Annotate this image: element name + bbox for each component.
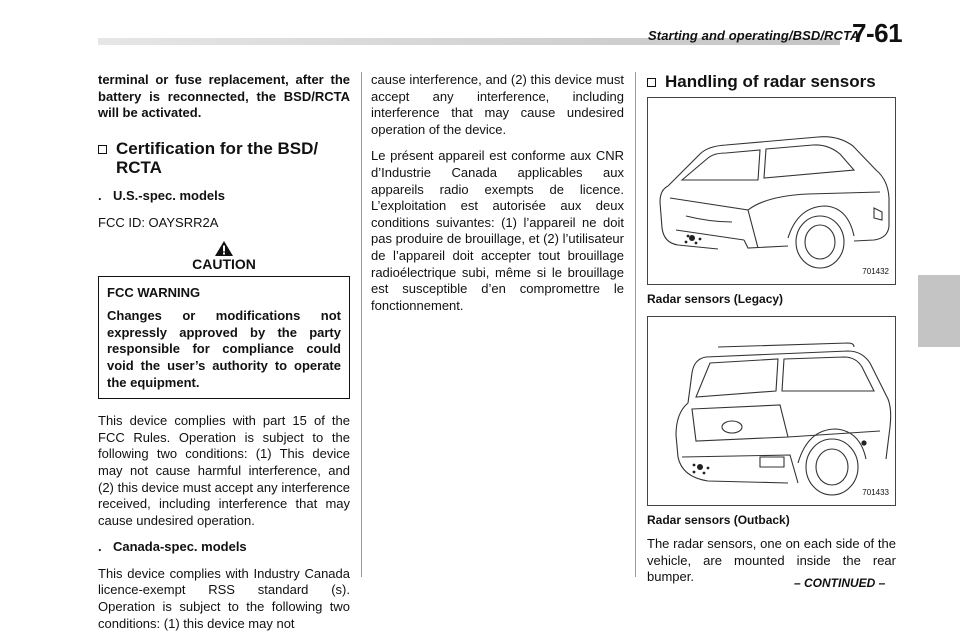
certification-heading-text: Certification for the BSD/ RCTA: [116, 138, 319, 177]
section-title: Starting and operating/BSD/RCTA: [648, 28, 860, 43]
us-spec-heading: [98, 188, 350, 205]
continued-label: – CONTINUED –: [794, 576, 886, 590]
page-number: 7-61: [852, 18, 903, 48]
bullet-icon: .: [98, 539, 102, 555]
canada-spec-heading: [98, 539, 350, 556]
canada-paragraph-start: This device complies with Industry Canada licence-exempt RSS standard (s). Operation is subject to the following two conditions: (1) this device may not: [98, 565, 350, 631]
figure-id: 701433: [862, 488, 889, 497]
french-paragraph: Le présent appareil est conforme aux CNR d’Industrie Canada applicables aux appareils radio exempts de licence. L’exploitation est autorisée aux deux conditions suivantes: (1) l’appareil ne doit pas produire de brouillage, et (2) l’utilisateur de l’appareil doit accepter tout brouillage radioélectrique subi, même si le brouillage est susceptible d’en compromettre le fonctionnement.: [371, 148, 624, 313]
radar-body-paragraph: The radar sensors, one on each side of the vehicle, are mounted inside the rear bumper.: [647, 536, 896, 585]
column-right: [647, 72, 896, 586]
fcc-id: FCC ID: OAYSRR2A: [98, 215, 219, 231]
legacy-car-illustration: [648, 98, 896, 284]
column-divider: [635, 72, 636, 577]
warning-triangle-icon: [214, 240, 234, 257]
radar-heading: [647, 72, 896, 91]
caution-header: [98, 240, 350, 273]
figure-outback: [647, 316, 896, 506]
outback-car-illustration: [648, 317, 896, 505]
section-square-icon: [647, 78, 656, 87]
intro-paragraph: terminal or fuse replacement, after the battery is reconnected, the BSD/RCTA will be activated.: [98, 72, 350, 121]
figure-legacy-caption: Radar sensors (Legacy): [647, 292, 784, 306]
column-divider: [361, 72, 362, 577]
fcc-warning-title: FCC WARNING: [107, 284, 201, 300]
caution-box: [98, 276, 350, 400]
radar-heading-text: Handling of radar sensors: [665, 72, 876, 91]
certification-heading: [98, 139, 350, 177]
canada-spec-heading-text: Canada-spec. models: [113, 539, 247, 555]
us-spec-heading-text: U.S.-spec. models: [113, 187, 225, 203]
fcc-compliance-paragraph: This device complies with part 15 of the FCC Rules. Operation is subject to the following two conditions: (1) This device may not cause harmful interference, and (2) this device must accept any interference received, including interference that may cause undesired operation.: [98, 413, 350, 528]
figure-id: 701432: [862, 267, 889, 277]
chapter-thumb-tab: [918, 275, 960, 347]
fcc-warning-text: Changes or modifications not expressly approved by the party responsible for compliance could void the user’s authority to operate the equipment.: [107, 308, 341, 390]
section-square-icon: [98, 145, 107, 154]
column-left: [98, 72, 350, 632]
column-middle: [371, 72, 624, 314]
bullet-icon: .: [98, 187, 102, 203]
figure-legacy: [647, 97, 896, 285]
canada-paragraph-end: cause interference, and (2) this device must accept any interference, including interference that may cause undesired operation of the device.: [371, 72, 624, 137]
figure-outback-caption: Radar sensors (Outback): [647, 512, 790, 527]
caution-title: CAUTION: [192, 255, 256, 272]
